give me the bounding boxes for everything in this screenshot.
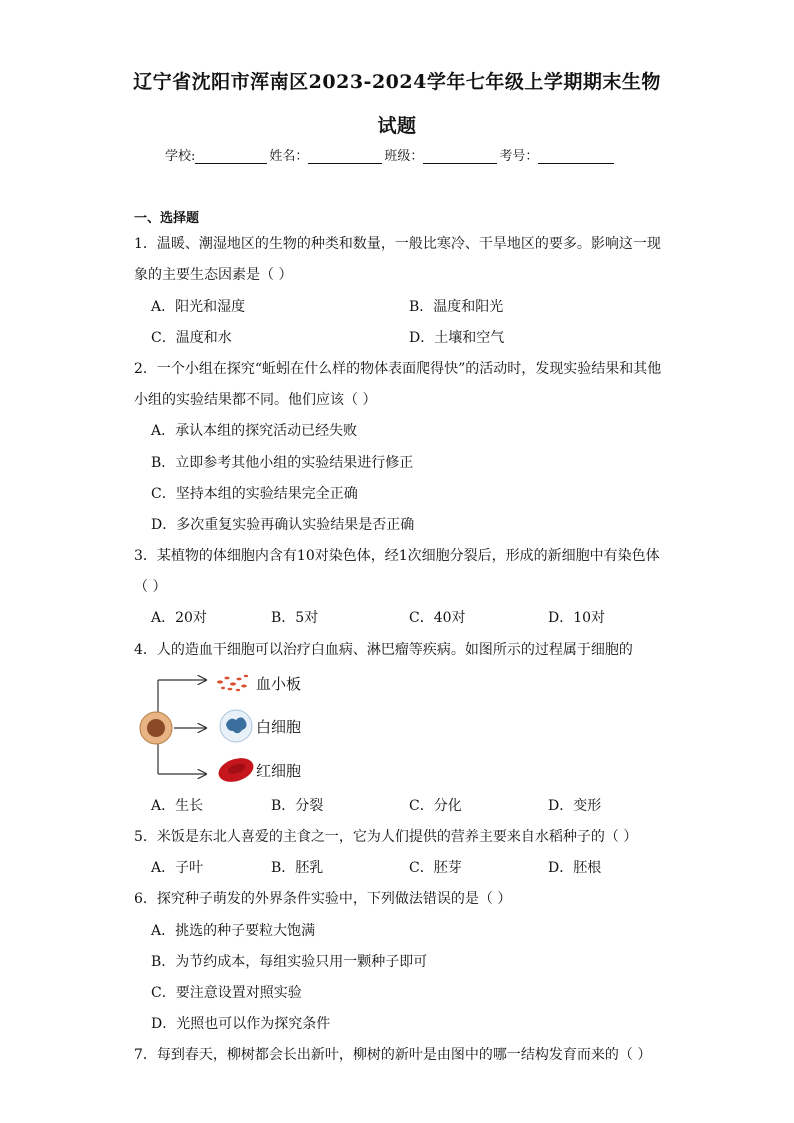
platelet-label: 血小板: [256, 675, 302, 693]
question-4-option-b[interactable]: B．分裂: [271, 798, 324, 814]
student-info-row: [165, 145, 616, 164]
question-1-line-2: 象的主要生态因素是（ ）: [134, 267, 293, 283]
name-blank[interactable]: [308, 149, 382, 164]
question-3-option-d[interactable]: D．10对: [548, 610, 606, 626]
cell-differentiation-diagram: [134, 668, 454, 786]
number-label: 考号：: [499, 149, 539, 164]
question-4-option-c[interactable]: C．分化: [409, 798, 462, 814]
red-blood-cell-icon: [215, 754, 256, 786]
question-2-line-2: 小组的实验结果都不同。他们应该（ ）: [134, 392, 377, 408]
question-6-line-1: 6．探究种子萌发的外界条件实验中，下列做法错误的是（ ）: [134, 891, 512, 907]
question-1-option-b[interactable]: B．温度和阳光: [409, 299, 504, 315]
platelet-icon: [217, 675, 248, 691]
white-blood-cell-label: 白细胞: [256, 718, 302, 736]
school-label: 学校:: [165, 149, 196, 164]
question-2-option-c[interactable]: C．坚持本组的实验结果完全正确: [151, 486, 358, 502]
question-1-line-1: 1．温暖、潮湿地区的生物的种类和数量，一般比寒冷、干旱地区的要多。影响这一现: [134, 236, 661, 252]
question-3-option-a[interactable]: A．20对: [151, 610, 207, 626]
question-1-option-a[interactable]: A．阳光和湿度: [151, 299, 246, 315]
exam-title-line1: 辽宁省沈阳市浑南区2023-2024学年七年级上学期期末生物: [133, 71, 661, 93]
question-5-option-c[interactable]: C．胚芽: [409, 860, 462, 876]
question-4-option-a[interactable]: A．生长: [151, 798, 204, 814]
question-5-option-b[interactable]: B．胚乳: [271, 860, 324, 876]
section-title: 一、选择题: [134, 211, 200, 226]
question-6-option-a[interactable]: A．挑选的种子要粒大饱满: [151, 923, 316, 939]
question-7-line-1: 7．每到春天，柳树都会长出新叶，柳树的新叶是由图中的哪一结构发育而来的（ ）: [134, 1047, 652, 1063]
question-3-line-2: （ ）: [134, 579, 167, 595]
question-2-option-b[interactable]: B．立即参考其他小组的实验结果进行修正: [151, 455, 414, 471]
question-4-option-d[interactable]: D．变形: [548, 798, 602, 814]
question-6-option-b[interactable]: B．为节约成本，每组实验只用一颗种子即可: [151, 954, 428, 970]
question-3-line-1: 3．某植物的体细胞内含有10对染色体，经1次细胞分裂后，形成的新细胞中有染色体: [134, 548, 660, 564]
question-5-option-d[interactable]: D．胚根: [548, 860, 602, 876]
school-blank[interactable]: [195, 149, 267, 164]
question-4-line-1: 4．人的造血干细胞可以治疗白血病、淋巴瘤等疾病。如图所示的过程属于细胞的: [134, 642, 633, 658]
question-5-line-1: 5．米饭是东北人喜爱的主食之一，它为人们提供的营养主要来自水稻种子的（ ）: [134, 829, 638, 845]
question-6-option-c[interactable]: C．要注意设置对照实验: [151, 985, 302, 1001]
question-6-option-d[interactable]: D．光照也可以作为探究条件: [151, 1016, 331, 1032]
question-2-option-d[interactable]: D．多次重复实验再确认实验结果是否正确: [151, 517, 415, 533]
question-1-option-d[interactable]: D．土壤和空气: [409, 330, 505, 346]
class-label: 班级：: [384, 149, 424, 164]
white-blood-cell-icon: [220, 710, 252, 742]
question-2-line-1: 2．一个小组在探究“蚯蚓在什么样的物体表面爬得快”的活动时，发现实验结果和其他: [134, 361, 662, 377]
question-3-option-c[interactable]: C．40对: [409, 610, 466, 626]
question-3-option-b[interactable]: B．5对: [271, 610, 319, 626]
stem-cell-icon: [140, 712, 172, 744]
red-blood-cell-label: 红细胞: [256, 762, 302, 780]
class-blank[interactable]: [423, 149, 497, 164]
question-1-option-c[interactable]: C．温度和水: [151, 330, 232, 346]
name-label: 姓名：: [269, 149, 309, 164]
question-2-option-a[interactable]: A．承认本组的探究活动已经失败: [151, 423, 358, 439]
exam-title-line2: 试题: [377, 115, 417, 137]
question-5-option-a[interactable]: A．子叶: [151, 860, 204, 876]
number-blank[interactable]: [538, 149, 614, 164]
